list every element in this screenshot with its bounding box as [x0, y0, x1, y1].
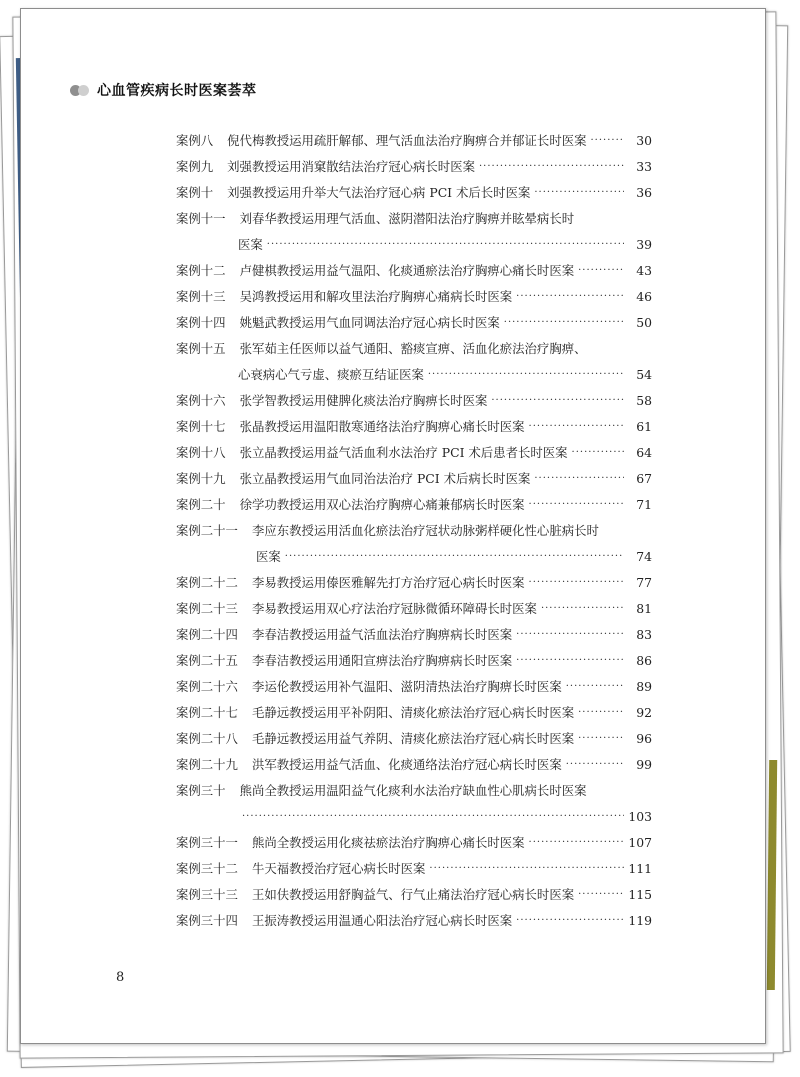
- toc-case-label: 案例十一: [176, 211, 226, 226]
- toc-entry[interactable]: [176, 310, 652, 336]
- toc-entry-line: [176, 778, 652, 804]
- toc-entry-line: [176, 258, 652, 284]
- toc-dot-leader: [429, 859, 624, 879]
- toc-entry[interactable]: [176, 622, 652, 648]
- toc-case-label: 案例十七: [176, 419, 226, 434]
- toc-page-number: 43: [636, 263, 652, 278]
- toc-case-title: 洪军教授运用益气活血、化痰通络法治疗冠心病长时医案: [251, 757, 562, 772]
- toc-dot-leader: [578, 703, 624, 723]
- toc-case-label: 案例二十六: [176, 679, 238, 694]
- toc-case-label: 案例十六: [176, 393, 226, 408]
- toc-case-label: 案例八: [176, 133, 214, 148]
- toc-page-number: 58: [636, 393, 652, 408]
- toc-page-number: 30: [636, 133, 652, 148]
- toc-dot-leader: [504, 313, 624, 333]
- toc-dot-leader: [529, 417, 624, 437]
- toc-entry[interactable]: [176, 154, 652, 180]
- toc-dot-leader: [566, 677, 624, 697]
- toc-entry-line: [176, 752, 652, 778]
- toc-dot-leader: [242, 807, 624, 827]
- toc-case-title: 徐学功教授运用双心法治疗胸痹心痛兼郁病长时医案: [239, 497, 525, 512]
- toc-case-label: 案例十九: [176, 471, 226, 486]
- toc-page-number: 54: [636, 367, 652, 382]
- toc-case-title: 姚魁武教授运用气血同调法治疗冠心病长时医案: [239, 315, 500, 330]
- toc-page-number: 33: [636, 159, 652, 174]
- toc-entry-line: [176, 622, 652, 648]
- toc-page-number: 103: [628, 809, 652, 824]
- toc-dot-leader: [534, 469, 624, 489]
- toc-entry-continuation: [176, 362, 652, 388]
- toc-case-title: 卢健棋教授运用益气温阳、化痰通瘀法治疗胸痹心痛长时医案: [239, 263, 575, 278]
- toc-case-label: 案例二十七: [176, 705, 238, 720]
- page-number: 8: [116, 970, 125, 985]
- toc-page-number: 83: [636, 627, 652, 642]
- toc-case-title: 张晶教授运用温阳散寒通络法治疗胸痹心痛长时医案: [239, 419, 525, 434]
- toc-case-label: 案例三十三: [176, 887, 238, 902]
- toc-entry[interactable]: [176, 336, 652, 388]
- toc-entry-continuation: [176, 232, 652, 258]
- toc-case-label: 案例二十九: [176, 757, 238, 772]
- toc-entry[interactable]: [176, 778, 652, 830]
- toc-page-number: 36: [636, 185, 652, 200]
- toc-page-number: 107: [628, 835, 652, 850]
- toc-case-label: 案例三十: [176, 783, 226, 798]
- toc-case-label: 案例十三: [176, 289, 226, 304]
- toc-page-number: 89: [636, 679, 652, 694]
- toc-page-number: 61: [636, 419, 652, 434]
- toc-case-label: 案例二十三: [176, 601, 238, 616]
- toc-case-title: 牛天福教授治疗冠心病长时医案: [251, 861, 426, 876]
- toc-case-title: 熊尚全教授运用化痰祛瘀法治疗胸痹心痛长时医案: [251, 835, 525, 850]
- toc-page-number: 74: [636, 549, 652, 564]
- toc-case-title: 张立晶教授运用气血同治法治疗 PCI 术后病长时医案: [239, 471, 531, 486]
- toc-entry-line: [176, 440, 652, 466]
- toc-entry[interactable]: [176, 700, 652, 726]
- toc-entry[interactable]: [176, 180, 652, 206]
- toc-case-title: 刘春华教授运用理气活血、滋阴潜阳法治疗胸痹并眩晕病长时: [239, 211, 575, 226]
- toc-entry[interactable]: [176, 414, 652, 440]
- toc-case-title: 李易教授运用傣医雅解先打方治疗冠心病长时医案: [251, 575, 525, 590]
- toc-page-number: 115: [628, 887, 652, 902]
- toc-page-number: 81: [636, 601, 652, 616]
- toc-entry[interactable]: [176, 518, 652, 570]
- toc-entry-line: [176, 492, 652, 518]
- toc-entry[interactable]: [176, 752, 652, 778]
- toc-case-label: 案例十二: [176, 263, 226, 278]
- toc-dot-leader: [516, 625, 624, 645]
- toc-entry-line: [176, 882, 652, 908]
- toc-page-number: 71: [636, 497, 652, 512]
- toc-dot-leader: [578, 885, 624, 905]
- toc-case-title: 毛静远教授运用益气养阴、清痰化瘀法治疗冠心病长时医案: [251, 731, 575, 746]
- toc-dot-leader: [516, 287, 624, 307]
- toc-entry[interactable]: [176, 258, 652, 284]
- toc-entry-line: [176, 128, 652, 154]
- toc-page-number: 96: [636, 731, 652, 746]
- toc-case-title: 刘强教授运用消窠散结法治疗冠心病长时医案: [227, 159, 475, 174]
- toc-entry-line: [176, 206, 652, 232]
- toc-entry[interactable]: [176, 466, 652, 492]
- running-header: [70, 78, 257, 102]
- header-title: 心血管疾病长时医案荟萃: [97, 83, 257, 99]
- toc-entry-line: [176, 518, 652, 544]
- toc-entry-line: [176, 180, 652, 206]
- toc-case-title: 熊尚全教授运用温阳益气化痰利水法治疗缺血性心肌病长时医案: [239, 783, 587, 798]
- toc-entry[interactable]: [176, 388, 652, 414]
- toc-case-label: 案例二十八: [176, 731, 238, 746]
- toc-case-title: 李春洁教授运用通阳宣痹法治疗胸痹病长时医案: [251, 653, 513, 668]
- toc-case-label: 案例二十五: [176, 653, 238, 668]
- toc-case-title: 张军茹主任医师以益气通阳、豁痰宣痹、活血化瘀法治疗胸痹、: [239, 341, 587, 356]
- toc-dot-leader: [479, 157, 624, 177]
- toc-dot-leader: [578, 261, 624, 281]
- toc-case-label: 案例三十一: [176, 835, 238, 850]
- toc-entry-line: [176, 388, 652, 414]
- toc-case-label: 案例十八: [176, 445, 226, 460]
- toc-dot-leader: [534, 183, 624, 203]
- toc-entry-line: [176, 596, 652, 622]
- toc-entry[interactable]: [176, 596, 652, 622]
- toc-dot-leader: [572, 443, 624, 463]
- toc-case-title: 李易教授运用双心疗法治疗冠脉微循环障碍长时医案: [251, 601, 537, 616]
- header-dot-icon: [78, 85, 89, 96]
- toc-case-label: 案例三十四: [176, 913, 238, 928]
- toc-case-label: 案例二十二: [176, 575, 238, 590]
- toc-case-title: 刘强教授运用升举大气法治疗冠心病 PCI 术后长时医案: [227, 185, 531, 200]
- toc-page-number: 67: [636, 471, 652, 486]
- toc-dot-leader: [529, 573, 624, 593]
- toc-entry[interactable]: [176, 284, 652, 310]
- toc-entry[interactable]: [176, 908, 652, 934]
- toc-case-label: 案例十: [176, 185, 214, 200]
- toc-page-number: 86: [636, 653, 652, 668]
- toc-entry[interactable]: [176, 648, 652, 674]
- toc-entry-continuation: [176, 544, 652, 570]
- toc-case-title: 毛静远教授运用平补阴阳、清痰化瘀法治疗冠心病长时医案: [251, 705, 575, 720]
- toc-entry-line: [176, 570, 652, 596]
- toc-page-number: 64: [636, 445, 652, 460]
- toc-entry-line: [176, 830, 652, 856]
- toc-entry[interactable]: [176, 674, 652, 700]
- toc-entry[interactable]: [176, 830, 652, 856]
- toc-page-number: 77: [636, 575, 652, 590]
- toc-case-label: 案例十四: [176, 315, 226, 330]
- toc-entry-line: [176, 648, 652, 674]
- toc-entry[interactable]: [176, 440, 652, 466]
- toc-entry[interactable]: [176, 570, 652, 596]
- toc-case-title: 张学智教授运用健脾化痰法治疗胸痹长时医案: [239, 393, 488, 408]
- toc-dot-leader: [591, 131, 625, 151]
- toc-entry[interactable]: [176, 206, 652, 258]
- toc-case-title: 张立晶教授运用益气活血利水法治疗 PCI 术后患者长时医案: [239, 445, 568, 460]
- toc-entry-line: [176, 310, 652, 336]
- toc-case-label: 案例十五: [176, 341, 226, 356]
- toc-dot-leader: [578, 729, 624, 749]
- toc-page-number: 111: [628, 861, 652, 876]
- toc-entry-continuation: [176, 804, 652, 830]
- toc-entry[interactable]: [176, 882, 652, 908]
- toc-case-title: 王振涛教授运用温通心阳法治疗冠心病长时医案: [251, 913, 513, 928]
- toc-case-title: 李运伦教授运用补气温阳、滋阴清热法治疗胸痹长时医案: [251, 679, 562, 694]
- toc-page-number: 50: [636, 315, 652, 330]
- toc-entry[interactable]: [176, 856, 652, 882]
- toc-dot-leader: [267, 235, 624, 255]
- toc-dot-leader: [285, 547, 624, 567]
- toc-entry[interactable]: [176, 726, 652, 752]
- toc-entry-line: [176, 284, 652, 310]
- toc-dot-leader: [541, 599, 624, 619]
- toc-case-title-continued: 医案: [238, 237, 263, 252]
- toc-case-label: 案例三十二: [176, 861, 238, 876]
- toc-entry-line: [176, 700, 652, 726]
- toc-entry[interactable]: [176, 128, 652, 154]
- toc-entry-line: [176, 674, 652, 700]
- toc-page-number: 99: [636, 757, 652, 772]
- toc-entry[interactable]: [176, 492, 652, 518]
- toc-dot-leader: [516, 911, 624, 931]
- toc-page-number: 119: [628, 913, 652, 928]
- toc-dot-leader: [428, 365, 624, 385]
- toc-case-title: 李春洁教授运用益气活血法治疗胸痹病长时医案: [251, 627, 513, 642]
- toc-dot-leader: [516, 651, 624, 671]
- toc-case-title-continued: 心衰病心气亏虚、痰瘀互结证医案: [238, 367, 424, 382]
- toc-case-title: 吴鸿教授运用和解攻里法治疗胸痹心痛病长时医案: [239, 289, 513, 304]
- toc-case-title-continued: 医案: [256, 549, 281, 564]
- toc-case-label: 案例九: [176, 159, 214, 174]
- toc-dot-leader: [529, 495, 624, 515]
- toc-entry-line: [176, 908, 652, 934]
- toc-dot-leader: [566, 755, 624, 775]
- toc-entry-line: [176, 856, 652, 882]
- toc-page-number: 46: [636, 289, 652, 304]
- toc-entry-line: [176, 154, 652, 180]
- toc-case-title: 王如伕教授运用舒胸益气、行气止痛法治疗冠心病长时医案: [251, 887, 575, 902]
- toc-page-number: 92: [636, 705, 652, 720]
- toc-case-label: 案例二十: [176, 497, 226, 512]
- toc-entry-line: [176, 466, 652, 492]
- toc-case-label: 案例二十一: [176, 523, 238, 538]
- toc-entry-line: [176, 336, 652, 362]
- toc-case-label: 案例二十四: [176, 627, 238, 642]
- table-of-contents: [176, 128, 652, 934]
- toc-entry-line: [176, 726, 652, 752]
- toc-dot-leader: [529, 833, 624, 853]
- toc-case-title: 倪代梅教授运用疏肝解郁、理气活血法治疗胸痹合并郁证长时医案: [227, 133, 587, 148]
- toc-entry-line: [176, 414, 652, 440]
- toc-page-number: 39: [636, 237, 652, 252]
- toc-case-title: 李应东教授运用活血化瘀法治疗冠状动脉粥样硬化性心脏病长时: [251, 523, 599, 538]
- toc-dot-leader: [491, 391, 624, 411]
